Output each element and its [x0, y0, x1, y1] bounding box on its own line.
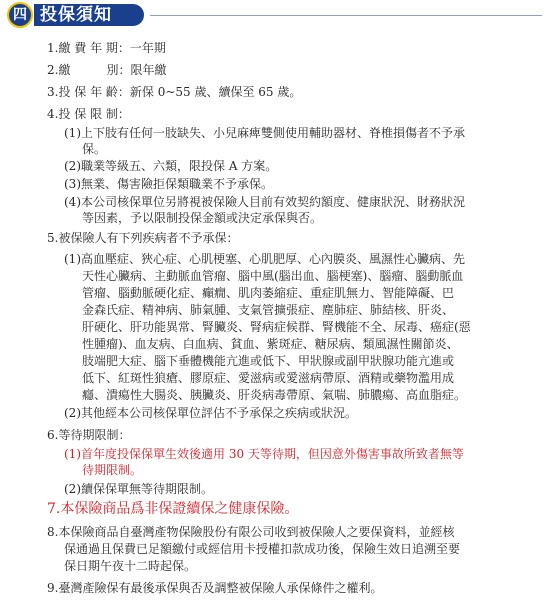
restriction-4-line: 等因素，予以限制投保金額或決定承保與否。	[82, 211, 323, 225]
restriction-2: (2)職業等級五、六類，限投保 A 方案。	[64, 159, 278, 173]
waiting-period-line: (1)首年度投保保單生效後適用 30 天等待期，但因意外傷害事故所致者無等	[64, 447, 464, 461]
restriction-3: (3)無業、傷害險拒保類職業不予承保。	[64, 177, 273, 191]
waiting-period-line: 待期限制。	[82, 463, 143, 477]
disease-list-line: 低下、紅斑性狼瘡、膠原症、愛滋病或愛滋病帶原、酒精或藥物濫用成	[82, 371, 455, 385]
restriction-1-line: 保。	[82, 142, 107, 156]
waiting-renewal: (2)續保保單無等待期限制。	[64, 482, 213, 496]
disease-list-line: (1)高血壓症、狹心症、心肌梗塞、心肌肥厚、心內膜炎、風濕性心臟病、先	[64, 252, 466, 266]
item-waiting-title: 6.等待期限制：	[47, 428, 131, 442]
item-effective-line: 保日期午夜十二時起保。	[64, 559, 197, 573]
item-age-limit: 3.投 保 年 齡：新保 0~55 歲、續保至 65 歲。	[47, 85, 302, 99]
disease-other: (2)其他經本公司核保單位評估不予承保之疾病或狀況。	[64, 406, 358, 420]
disease-list-line: 癮、潰瘍性大腸炎、胰臟炎、肝炎病毒帶原、氣喘、肺膿瘍、高血脂症。	[82, 388, 467, 402]
disease-list-line: 天性心臟病、主動脈血管瘤、腦中風(腦出血、腦梗塞)、腦瘤、腦動脈血	[82, 269, 464, 283]
restriction-4-line: (4)本公司核保單位另將視被保險人目前有效契約額度、健康狀況、財務狀況	[64, 195, 466, 209]
item-underwriting-right: 9.臺灣產險保有最後承保與否及調整被保險人承保條件之權利。	[47, 581, 383, 595]
item-effective-line: 8.本保險商品自臺灣產物保險股份有限公司收到被保險人之要保資料，並經核	[47, 525, 455, 539]
item-restrictions-title: 4.投 保 限 制：	[47, 107, 130, 121]
disease-list-line: 管瘤、腦動脈硬化症、癲癇、肌肉萎縮症、重症肌無力、智能障礙、巴	[82, 286, 455, 300]
section-title: 投保須知	[34, 4, 144, 26]
item-disease-title: 5.被保險人有下列疾病者不予承保：	[47, 231, 239, 245]
restriction-1-line: (1)上下肢有任何一肢缺失、小兒麻痺雙側使用輔助器材、脊椎損傷者不予承	[64, 126, 466, 140]
item-payment-term: 1.繳 費 年 期：一年期	[47, 41, 166, 55]
disease-list-line: 金森氏症、精神病、肺氣腫、支氣管擴張症、塵肺症、肺結核、肝炎、	[82, 303, 455, 317]
item-effective-line: 保通過且保費已足額繳付或經信用卡授權扣款成功後，保險生效日追溯至要	[64, 542, 461, 556]
item-payment-mode: 2.繳 別：限年繳	[47, 63, 167, 77]
header-divider	[150, 15, 542, 16]
disease-list-line: 肢端肥大症、腦下垂體機能亢進或低下、甲狀腺或副甲狀腺功能亢進或	[82, 354, 455, 368]
section-number-badge: 四	[7, 2, 33, 28]
disease-list-line: 肝硬化、肝功能異常、腎臟炎、腎病症候群、腎機能不全、尿毒、癌症(惡	[82, 320, 471, 334]
disease-list-line: 性腫瘤)、血友病、白血病、貧血、紫斑症、糖尿病、類風濕性關節炎、	[82, 337, 459, 351]
item-non-guaranteed-renewal: 7.本保險商品爲非保證續保之健康保險。	[47, 501, 299, 517]
section-header	[0, 0, 549, 30]
